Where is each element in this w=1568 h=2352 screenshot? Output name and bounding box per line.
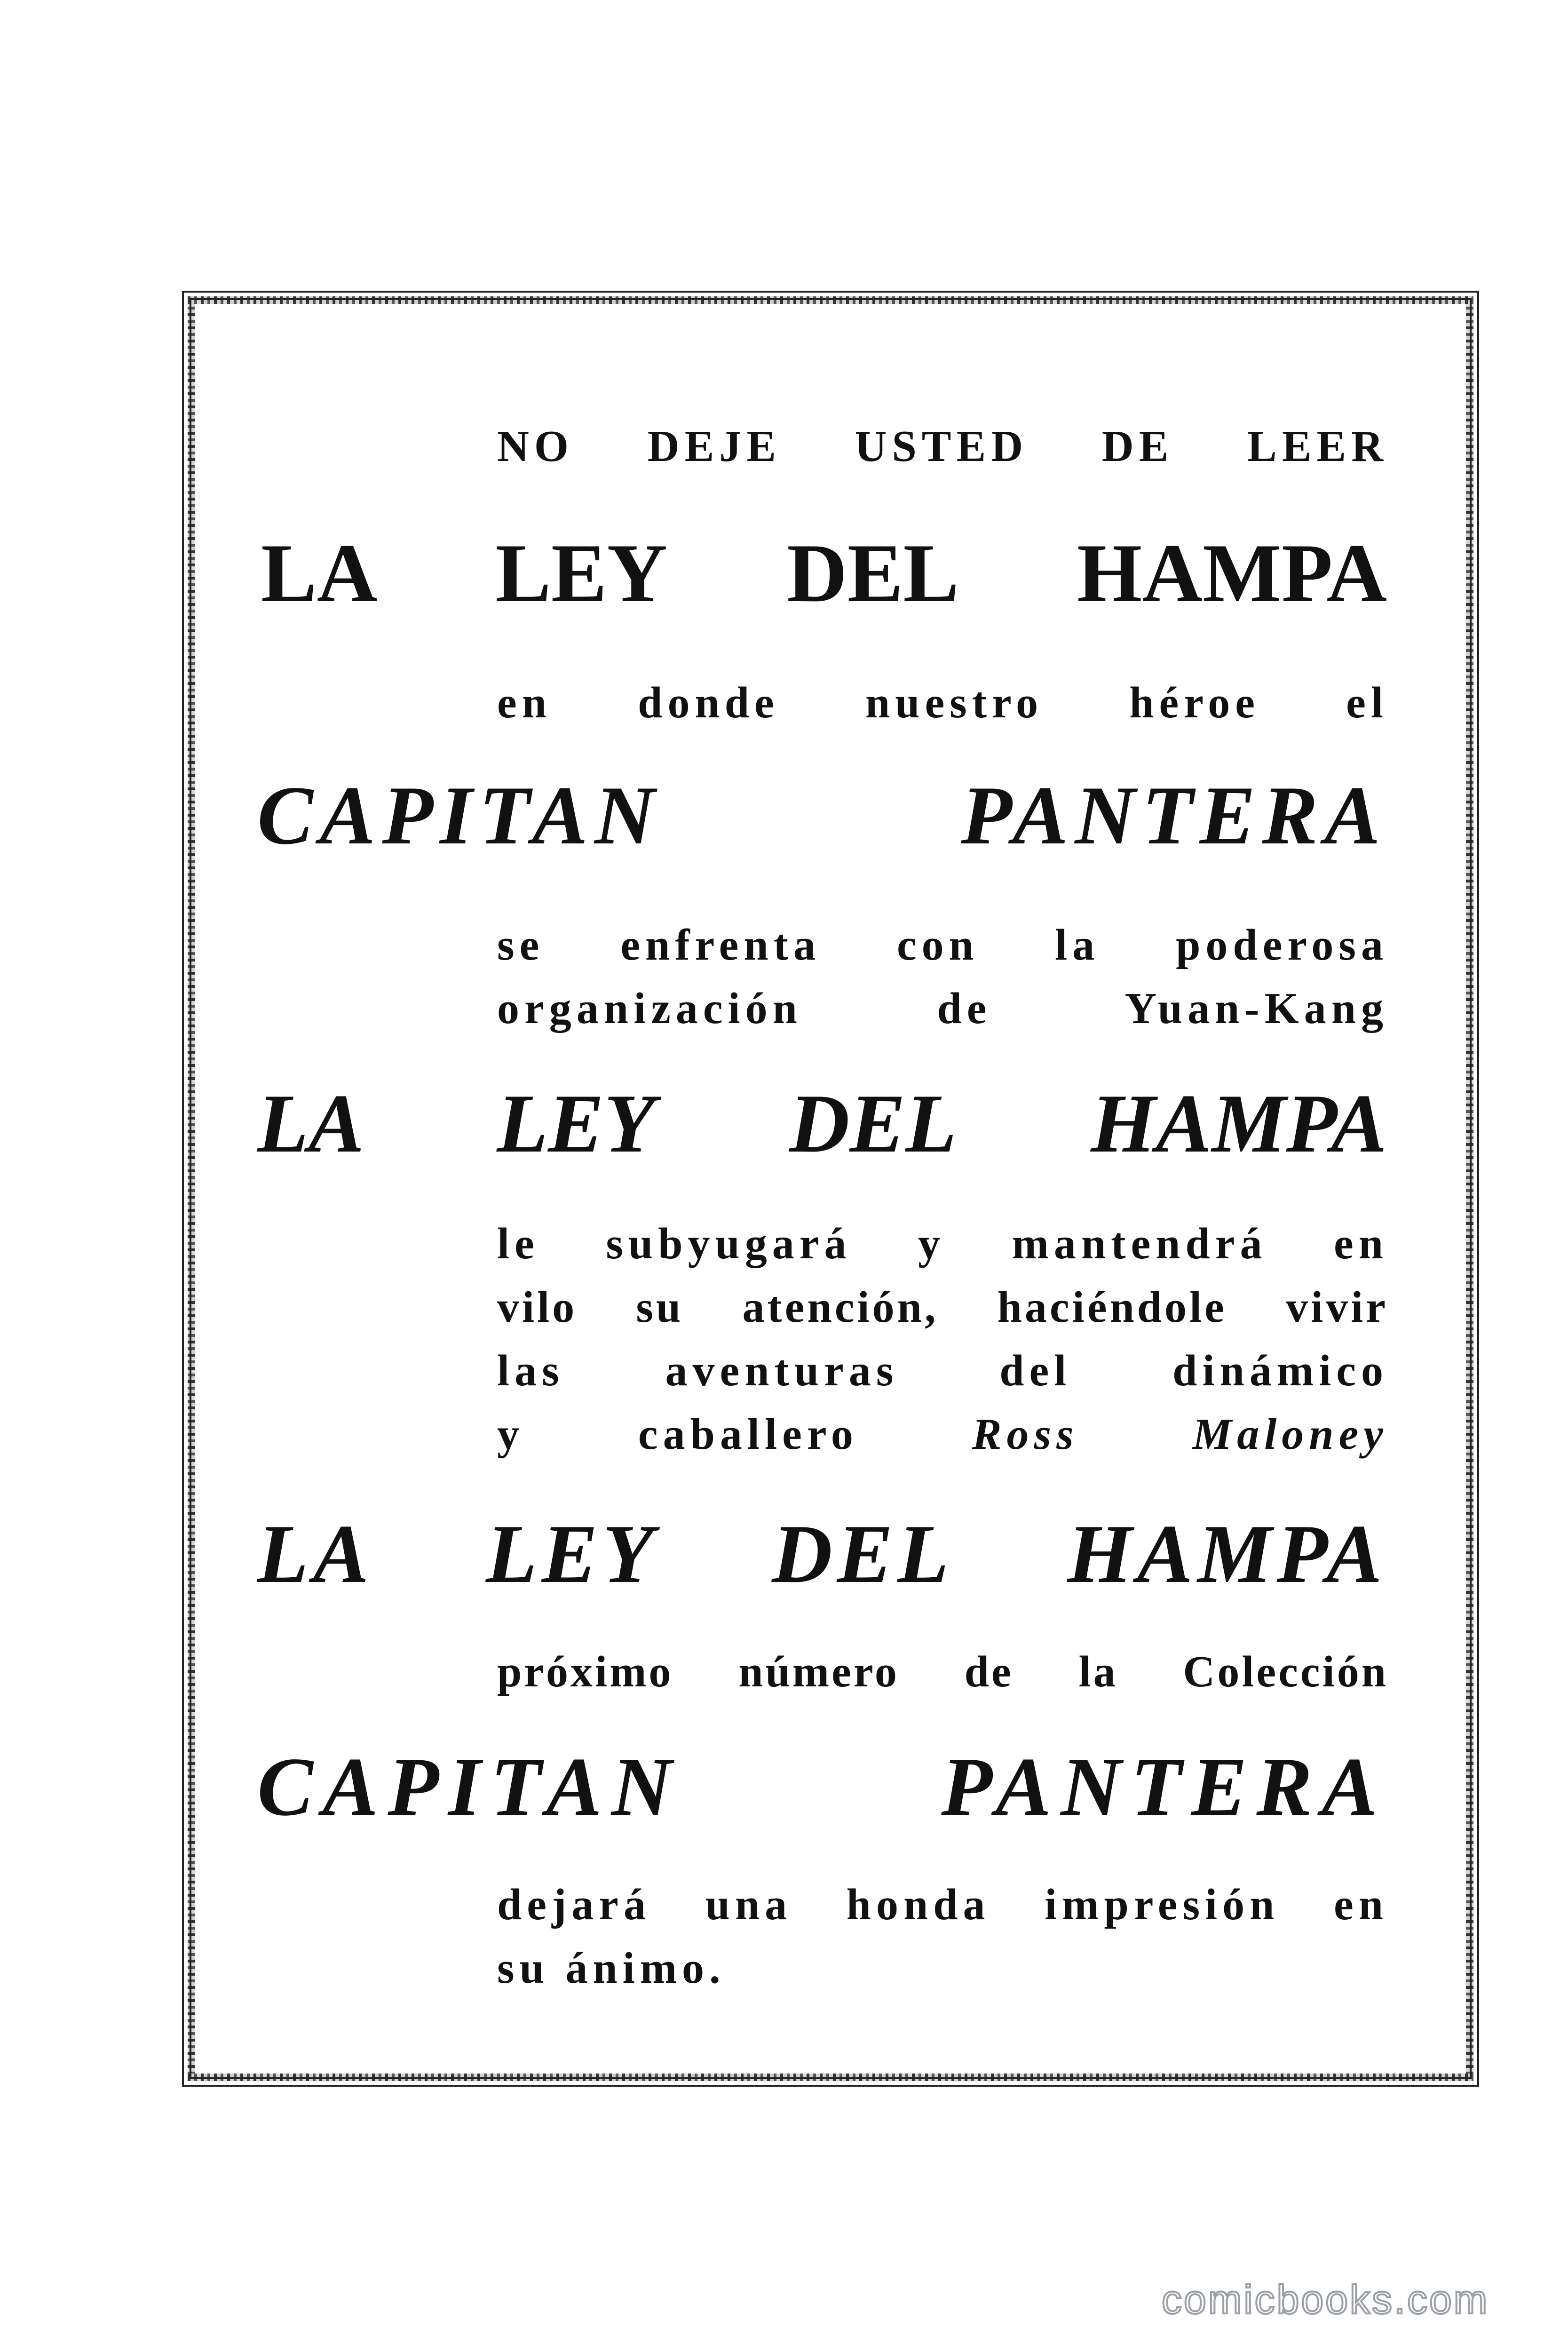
body-line-8-y: y <box>497 1410 524 1459</box>
body-line-8 <box>497 1409 1388 1460</box>
hero-capitan-pantera-2: CAPITAN PANTERA <box>257 1740 1387 1833</box>
title-la-ley-del-hampa-1: LA LEY DEL HAMPA <box>261 526 1387 620</box>
body-line-9: próximo número de la Colección <box>497 1647 1388 1696</box>
body-line-4: organización de Yuan-Kang <box>497 984 1388 1033</box>
name-maloney: Maloney <box>1192 1410 1389 1459</box>
body-line-5: le subyugará y mantendrá en <box>497 1219 1388 1268</box>
body-line-3: se enfrenta con la poderosa <box>497 921 1388 969</box>
body-line-10: dejará una honda impresión en <box>497 1880 1388 1929</box>
body-line-7: las aventuras del dinámico <box>497 1346 1388 1395</box>
title-la-ley-del-hampa-3: LA LEY DEL HAMPA <box>257 1507 1387 1600</box>
name-ross: Ross <box>972 1410 1079 1459</box>
body-line-11: su ánimo. <box>497 1944 726 1993</box>
body-line-6: vilo su atención, haciéndole vivir <box>497 1283 1388 1332</box>
body-line-8-caballero: caballero <box>638 1410 858 1459</box>
title-la-ley-del-hampa-2: LA LEY DEL HAMPA <box>257 1077 1387 1170</box>
hero-capitan-pantera-1: CAPITAN PANTERA <box>257 769 1387 862</box>
intro-line: NO DEJE USTED DE LEER <box>497 422 1388 471</box>
watermark-text: comicbooks.com <box>1162 2277 1489 2322</box>
body-line-2: en donde nuestro héroe el <box>497 678 1388 727</box>
